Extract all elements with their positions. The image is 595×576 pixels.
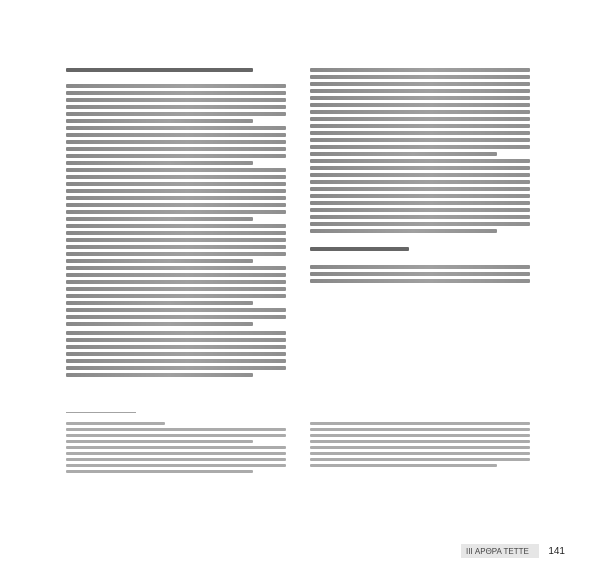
right-text-block-2 [310, 265, 530, 283]
right-footnote-line [310, 422, 530, 425]
right-text-line [310, 265, 530, 269]
right-footnotes [310, 422, 530, 470]
right-text-line [310, 279, 530, 283]
left-text-line [66, 366, 286, 370]
right-text-line [310, 173, 530, 177]
left-footnote-line [66, 422, 165, 425]
left-footnote-line [66, 434, 286, 437]
left-footnote-line [66, 440, 253, 443]
right-footnote-line [310, 428, 530, 431]
left-section-title-line [66, 68, 253, 72]
left-text-line [66, 175, 286, 179]
left-text-line [66, 259, 253, 263]
left-text-line [66, 84, 286, 88]
right-text-line [310, 68, 530, 72]
right-section-title [310, 247, 530, 255]
left-text-line [66, 359, 286, 363]
left-text-line [66, 140, 286, 144]
right-text-line [310, 124, 530, 128]
right-footnote-line [310, 452, 530, 455]
left-text-line [66, 98, 286, 102]
right-text-line [310, 187, 530, 191]
left-text-line [66, 301, 253, 305]
left-text-line [66, 161, 253, 165]
left-footnotes [66, 422, 286, 476]
left-text-line [66, 273, 286, 277]
right-text-line [310, 222, 530, 226]
right-text-line [310, 138, 530, 142]
left-text-line [66, 119, 253, 123]
left-text-line [66, 196, 286, 200]
right-text-line [310, 96, 530, 100]
left-text-line [66, 126, 286, 130]
left-text-line [66, 322, 253, 326]
left-text-block [66, 84, 286, 326]
left-text-line [66, 133, 286, 137]
left-text-line [66, 345, 286, 349]
left-text-line [66, 238, 286, 242]
left-footnote-line [66, 470, 253, 473]
right-text-line [310, 131, 530, 135]
right-column [310, 68, 530, 283]
left-section-title [66, 68, 286, 76]
right-text-line [310, 229, 497, 233]
right-text-line [310, 215, 530, 219]
left-text-line [66, 338, 286, 342]
left-text-line [66, 210, 286, 214]
left-footnote-line [66, 446, 286, 449]
page-marker [461, 544, 565, 558]
left-text-line [66, 280, 286, 284]
left-text-line [66, 217, 253, 221]
right-text-line [310, 159, 530, 163]
right-footnote-line [310, 458, 530, 461]
page-number: 141 [548, 545, 565, 557]
left-text-line [66, 287, 286, 291]
left-footnote-line [66, 464, 286, 467]
right-text-line [310, 166, 530, 170]
left-text-line [66, 373, 253, 377]
left-text-line [66, 147, 286, 151]
right-footnote-line [310, 446, 530, 449]
left-text-line [66, 182, 286, 186]
left-text-line [66, 252, 286, 256]
left-text-line [66, 189, 286, 193]
right-footnote-line [310, 440, 530, 443]
left-text-line [66, 224, 286, 228]
right-text-line [310, 180, 530, 184]
page-marker-bar: III ΑΡΘΡΑ ΤΕΤΤΕ [461, 544, 539, 558]
right-text-line [310, 201, 530, 205]
left-text-line [66, 168, 286, 172]
right-text-line [310, 75, 530, 79]
left-text-line [66, 203, 286, 207]
left-text-line [66, 308, 286, 312]
right-text-line [310, 82, 530, 86]
right-footnote-line [310, 434, 530, 437]
left-text-line [66, 91, 286, 95]
left-footnote-line [66, 452, 286, 455]
right-text-line [310, 194, 530, 198]
right-text-line [310, 145, 530, 149]
left-text-line [66, 112, 286, 116]
left-text-line [66, 315, 286, 319]
left-text-line [66, 331, 286, 335]
right-section-title-line [310, 247, 409, 251]
left-text-line [66, 245, 286, 249]
left-text-block-2 [66, 331, 286, 377]
left-footnote-line [66, 458, 286, 461]
left-text-line [66, 294, 286, 298]
right-text-block [310, 68, 530, 233]
footnote-rule [66, 412, 136, 413]
left-text-line [66, 352, 286, 356]
right-text-line [310, 152, 497, 156]
left-text-line [66, 266, 286, 270]
left-text-line [66, 231, 286, 235]
right-text-line [310, 272, 530, 276]
right-text-line [310, 208, 530, 212]
right-text-line [310, 103, 530, 107]
left-text-line [66, 105, 286, 109]
right-footnote-line [310, 464, 497, 467]
right-text-line [310, 89, 530, 93]
left-footnote-line [66, 428, 286, 431]
left-text-line [66, 154, 286, 158]
right-text-line [310, 117, 530, 121]
left-column [66, 68, 286, 377]
right-text-line [310, 110, 530, 114]
